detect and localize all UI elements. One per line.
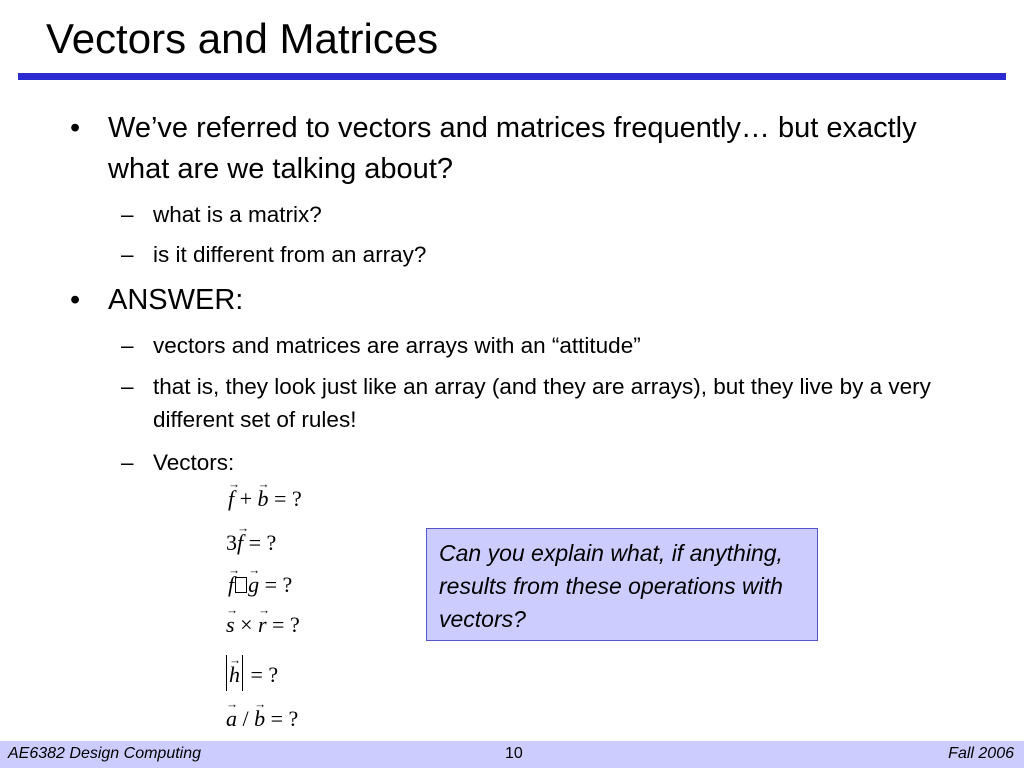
formula-vector-sum: → f + → b = ? — [228, 486, 302, 512]
sub-bullet-text: what is a matrix? — [153, 202, 322, 227]
bullet-dot-icon: • — [70, 284, 81, 316]
formula-cross-product: → s × → r = ? — [226, 612, 300, 638]
bullet-text: We’ve referred to vectors and matrices frequently… but exactly what are we talking about? — [108, 112, 917, 185]
sub-bullet-item — [121, 238, 933, 271]
bullet-item — [70, 108, 978, 190]
formula-magnitude: → h = ? — [224, 655, 278, 691]
dash-icon: – — [121, 242, 134, 267]
callout-text: Can you explain what, if anything, results from these operations with vectors? — [439, 540, 783, 632]
bullet-text: ANSWER: — [108, 284, 244, 316]
formula-dot-product: → f→ g = ? — [228, 572, 292, 598]
slide-footer — [0, 741, 1024, 768]
sub-bullet-text: vectors and matrices are arrays with an “attitude” — [153, 333, 641, 358]
sub-bullet-text: is it different from an array? — [153, 242, 427, 267]
sub-bullet-item — [121, 329, 933, 362]
formula-scalar-multiple: 3→ f = ? — [226, 530, 276, 556]
dash-icon: – — [121, 374, 134, 399]
dash-icon: – — [121, 202, 134, 227]
sub-bullet-item — [121, 370, 933, 436]
slide-title: Vectors and Matrices — [46, 15, 439, 62]
sub-bullet-text: Vectors: — [153, 450, 235, 475]
sub-bullet-item — [121, 446, 933, 479]
footer-term: Fall 2006 — [948, 745, 1014, 762]
sub-bullet-item — [121, 198, 933, 231]
question-callout — [426, 528, 818, 641]
sub-bullet-text: that is, they look just like an array (and they are arrays), but they live by a very different set of rules! — [153, 374, 931, 432]
bullet-item — [70, 280, 978, 321]
dash-icon: – — [121, 333, 134, 358]
footer-course: AE6382 Design Computing — [8, 745, 202, 762]
formula-vector-division: → a / → b = ? — [226, 706, 298, 732]
footer-page-number: 10 — [505, 745, 523, 762]
dash-icon: – — [121, 450, 134, 475]
bullet-dot-icon: • — [70, 112, 81, 144]
title-divider — [18, 73, 1006, 80]
missing-glyph-box — [235, 577, 247, 593]
